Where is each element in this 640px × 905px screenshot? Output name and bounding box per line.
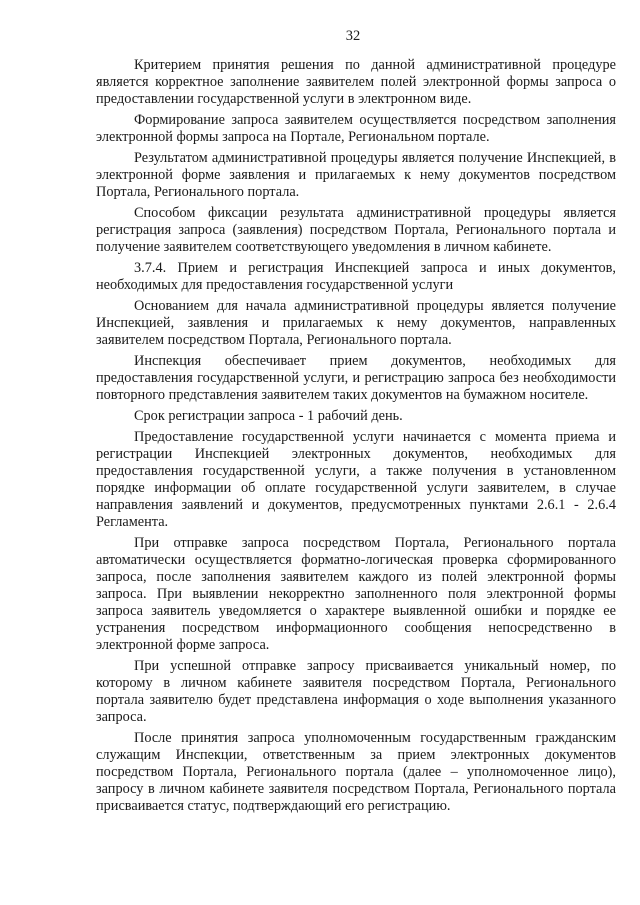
- paragraph-decision-criterion: Критерием принятия решения по данной административной процедуре является корректное заполнение заявителем полей электронной формы запроса о предоставлении государственной услуги в электронном виде.: [96, 57, 616, 107]
- paragraph-status-assignment: После принятия запроса уполномоченным государственным гражданским служащим Инспекции, ответственным за прием электронных документов посредством Портала, Регионального портала (далее – уполномоченное лицо), запросу в личном кабинете заявителя посредством Портала, Регионального портала присваивается статус, подтверждающий его регистрацию.: [96, 730, 616, 814]
- paragraph-service-start: Предоставление государственной услуги начинается с момента приема и регистрации Инспекцией электронных документов, необходимых для предоставления государственной услуги, а также получения в установленном порядке информации об оплате государственной услуги заявителем, в случае направления заявлений и документов, предусмотренных пунктами 2.6.1 - 2.6.4 Регламента.: [96, 429, 616, 530]
- document-body: [96, 57, 616, 815]
- paragraph-result-fixation: Способом фиксации результата административной процедуры является регистрация запроса (заявления) посредством Портала, Регионального портала и получение заявителем соответствующего уведомления в личном кабинете.: [96, 205, 616, 255]
- paragraph-registration-term: Срок регистрации запроса - 1 рабочий день.: [134, 408, 403, 424]
- paragraph-format-check: При отправке запроса посредством Портала, Регионального портала автоматически осуществляется форматно-логическая проверка сформированного запроса, после заполнения заявителем каждого из полей электронной формы запроса. При выявлении некорректно заполненного поля электронной формы запроса заявитель уведомляется о характере выявленной ошибки и порядке ее устранения посредством информационного сообщения непосредственно в электронной форме запроса.: [96, 535, 616, 653]
- paragraph-procedure-result: Результатом административной процедуры является получение Инспекцией, в электронной форме заявления и прилагаемых к нему документов посредством Портала, Регионального портала.: [96, 150, 616, 200]
- paragraph-document-acceptance: Инспекция обеспечивает прием документов, необходимых для предоставления государственной услуги, и регистрацию запроса без необходимости повторного представления заявителем таких документов на бумажном носителе.: [96, 353, 616, 403]
- paragraph-unique-number: При успешной отправке запросу присваивается уникальный номер, по которому в личном кабинете заявителя посредством Портала, Регионального портала заявителю будет представлена информация о ходе выполнения указанного запроса.: [96, 658, 616, 725]
- page-number: 32: [345, 28, 361, 44]
- paragraph-request-formation: Формирование запроса заявителем осуществляется посредством заполнения электронной формы запроса на Портале, Региональном портале.: [96, 112, 616, 145]
- paragraph-procedure-basis: Основанием для начала административной процедуры является получение Инспекцией, заявления и прилагаемых к нему документов, направленных заявителем посредством Портала, Регионального портала.: [96, 298, 616, 348]
- section-heading-3-7-4: 3.7.4. Прием и регистрация Инспекцией запроса и иных документов, необходимых для предоставления государственной услуги: [96, 260, 616, 293]
